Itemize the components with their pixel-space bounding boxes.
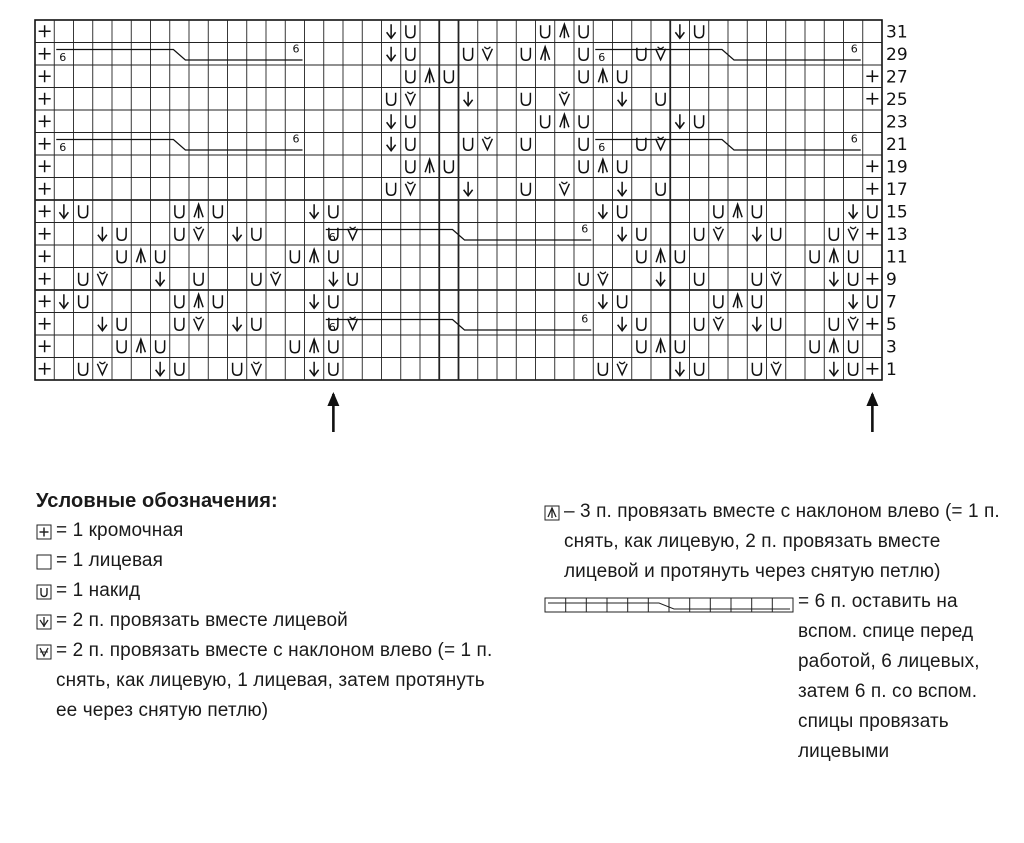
cable-count-label: 6 — [850, 132, 858, 146]
row-number: 15 — [886, 202, 908, 223]
up-arrow-icon — [866, 392, 878, 432]
legend-item-cable — [544, 587, 1014, 767]
row-number: 5 — [886, 314, 897, 335]
legend-left — [36, 486, 506, 726]
cable-icon — [544, 595, 794, 615]
cable-count-label: 6 — [59, 51, 67, 64]
row-number: 11 — [886, 247, 908, 268]
row-number: 21 — [886, 134, 908, 155]
sk2p-icon — [544, 505, 560, 521]
row-number: 17 — [886, 179, 908, 200]
row-number: 27 — [886, 67, 908, 88]
row-numbers — [886, 22, 908, 380]
legend-item-knit — [36, 546, 506, 576]
row-number: 25 — [886, 89, 908, 110]
row-number: 29 — [886, 44, 908, 65]
legend-item-ssk — [36, 636, 506, 726]
cable-count-label: 6 — [598, 51, 606, 64]
repeat-arrows — [327, 392, 878, 432]
row-number: 1 — [886, 359, 897, 380]
row-number: 9 — [886, 269, 897, 290]
up-arrow-icon — [327, 392, 339, 432]
row-number: 31 — [886, 22, 908, 43]
legend-text-yarn-over: = 1 накид — [56, 580, 141, 601]
cable-count-label: 6 — [581, 222, 589, 236]
legend-text-edge: = 1 кромочная — [56, 520, 184, 541]
legend-item-edge — [36, 516, 506, 546]
legend-text-cable: = 6 п. оставить на вспом. спице перед работой, 6 лицевых, затем 6 п. со вспом. спицы провязать лицевыми — [798, 591, 980, 762]
edge-stitch-icon — [36, 524, 52, 540]
yarn-over-icon — [36, 584, 52, 600]
row-number: 19 — [886, 157, 908, 178]
legend-item-sk2p — [544, 497, 1014, 587]
row-number: 7 — [886, 292, 897, 313]
ssk-icon — [36, 644, 52, 660]
row-number: 13 — [886, 224, 908, 245]
cable-count-label: 6 — [850, 42, 858, 56]
cable-count-label: 6 — [598, 141, 606, 154]
legend-right — [544, 497, 1014, 767]
legend-item-yarn-over — [36, 576, 506, 606]
chart-grid — [35, 20, 882, 380]
cable-count-label: 6 — [328, 321, 336, 334]
row-number: 3 — [886, 337, 897, 358]
legend-text-ssk: = 2 п. провязать вместе с наклоном влево (= 1 п. снять, как лицевую, 1 лицевая, затем протянуть ее через снятую петлю) — [56, 640, 493, 721]
cable-count-label: 6 — [581, 312, 589, 326]
legend-text-k2tog: = 2 п. провязать вместе лицевой — [56, 610, 348, 631]
legend-text-knit: = 1 лицевая — [56, 550, 163, 571]
k2tog-icon — [36, 614, 52, 630]
legend-title: Условные обозначения: — [36, 490, 278, 512]
cable-count-label: 6 — [292, 132, 300, 146]
cable-count-label: 6 — [292, 42, 300, 56]
cable-count-label: 6 — [59, 141, 67, 154]
legend-item-k2tog — [36, 606, 506, 636]
row-number: 23 — [886, 112, 908, 133]
legend-text-sk2p: – 3 п. провязать вместе с наклоном влево (= 1 п. снять, как лицевую, 2 п. провязать вместе лицевой и протянуть через снятую петлю) — [564, 501, 1000, 582]
knit-stitch-icon — [36, 554, 52, 570]
cable-count-label: 6 — [328, 231, 336, 244]
